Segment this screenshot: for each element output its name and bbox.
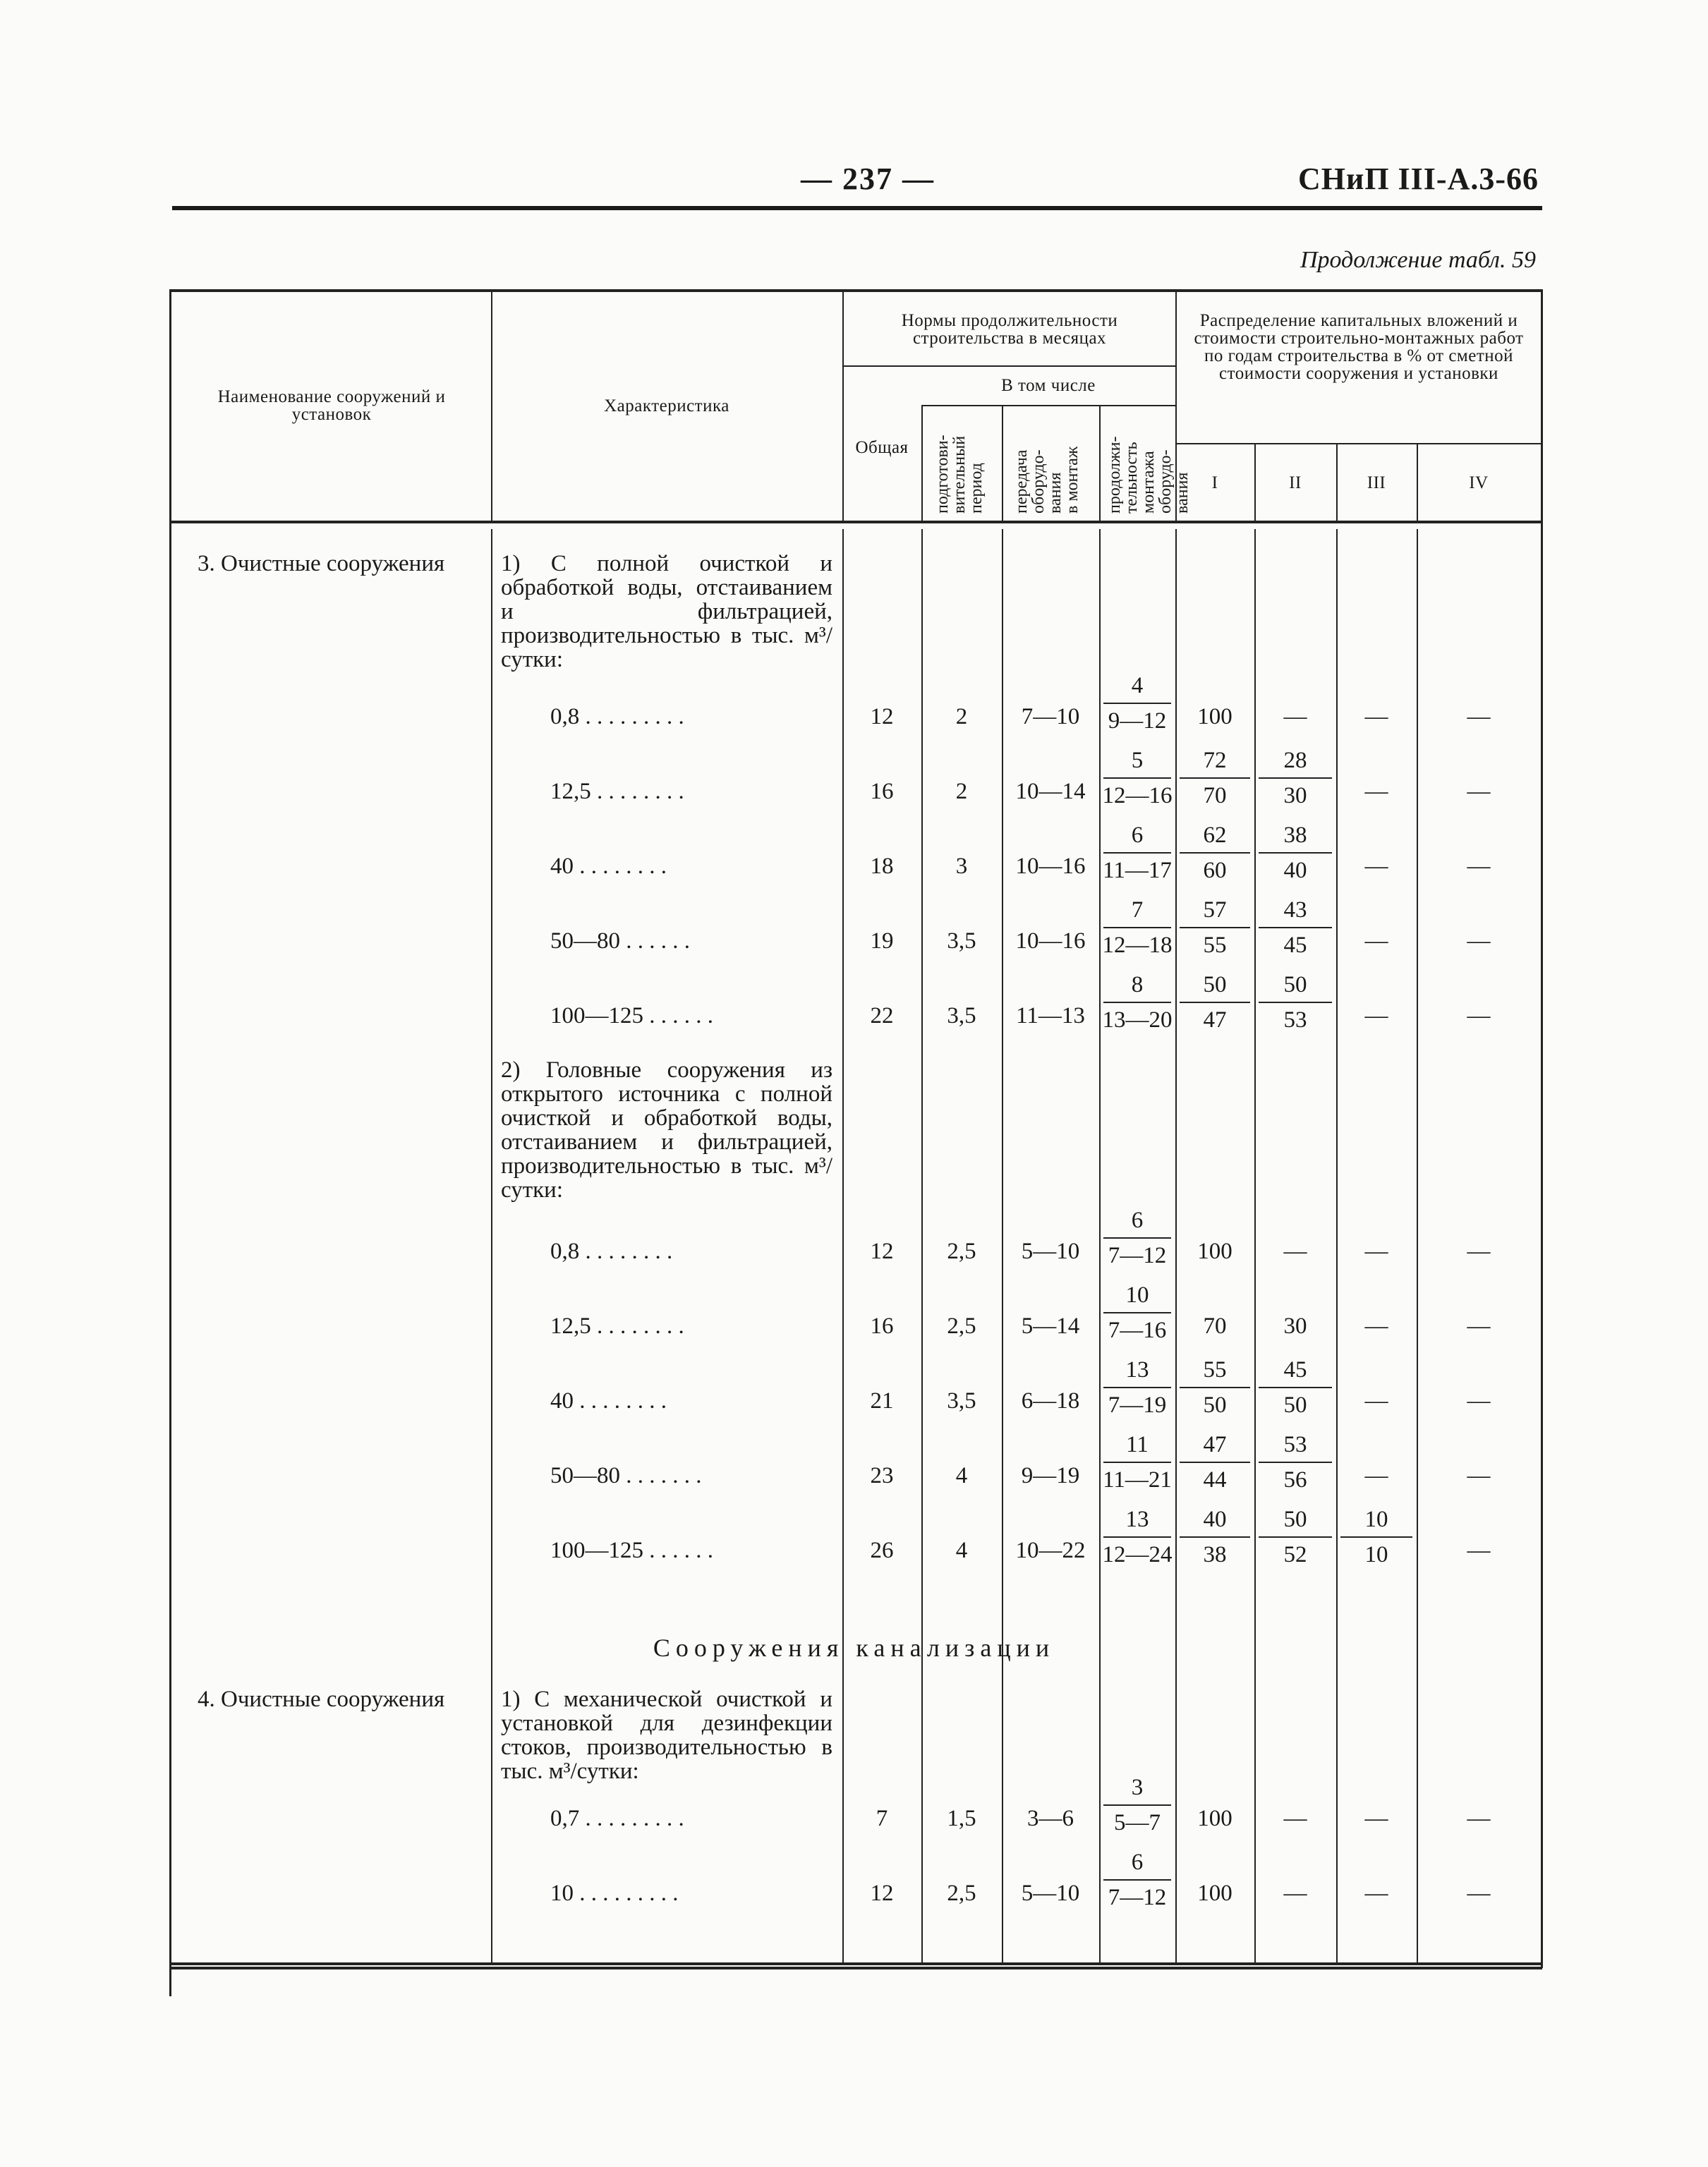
s3-g1-row-5-prep: 3,5 — [947, 1003, 976, 1028]
header-bottom-rule — [169, 521, 1542, 523]
column-divider — [491, 1679, 492, 1965]
s3-g1-row-1-total: 12 — [870, 704, 894, 729]
s3-g2-row-1-mounting-denominator: 7—12 — [1108, 1243, 1167, 1268]
s4-g1-row-1-mounting-numerator: 3 — [1131, 1775, 1144, 1800]
s3-g2-row-5-year-III-numerator: 10 — [1364, 1507, 1388, 1532]
s3-g1-row-5-year-III: — — [1364, 1003, 1388, 1028]
s3-g1-row-2-year-I-bar — [1180, 777, 1250, 779]
s3-g1-row-5-mounting-bar — [1103, 1002, 1171, 1003]
s3-g1-row-4-transfer: 10—16 — [1015, 928, 1086, 954]
document-code: СНиП III-А.3-66 — [1297, 162, 1539, 196]
s3-g1-row-2-year-II-bar — [1259, 777, 1332, 779]
s3-g2-row-1-prep: 2,5 — [947, 1239, 976, 1264]
s3-g1-row-2-year-I-denominator: 70 — [1203, 783, 1227, 808]
norms-table-section-4 — [169, 1679, 1542, 1996]
s3-g2-row-4-prep: 4 — [955, 1463, 968, 1488]
s4-g1-row-2-prep: 2,5 — [947, 1881, 976, 1906]
s3-g2-row-3-year-II-denominator: 50 — [1283, 1392, 1307, 1418]
s3-g2-row-2-year-IV: — — [1467, 1313, 1491, 1339]
s3-g1-row-4-mounting — [1099, 896, 1175, 959]
s4-g1-row-1-total: 7 — [876, 1806, 888, 1831]
s3-g1-row-1-mounting-denominator: 9—12 — [1108, 708, 1167, 734]
s3-g2-row-2-capacity: 12,5 . . . . . . . . — [550, 1313, 684, 1339]
s4-g1-row-2-transfer: 5—10 — [1021, 1881, 1080, 1906]
s3-g2-row-1-capacity: 0,8 . . . . . . . . — [550, 1239, 673, 1264]
s4-g1-row-1-transfer: 3—6 — [1027, 1806, 1074, 1831]
s3-g1-row-5-capacity: 100—125 . . . . . . — [550, 1003, 713, 1028]
s3-g2-row-1-year-I: 100 — [1197, 1239, 1232, 1264]
s3-g1-row-1-year-IV: — — [1467, 704, 1491, 729]
header-line: в монтаж — [1063, 446, 1082, 514]
s3-g1-row-3-year-IV: — — [1467, 854, 1491, 879]
s3-g1-row-4-year-III: — — [1364, 928, 1388, 954]
s3-g2-row-3-capacity: 40 . . . . . . . . — [550, 1388, 667, 1414]
s3-g2-row-4-year-I-denominator: 44 — [1203, 1467, 1227, 1493]
table-right-border — [1541, 1679, 1543, 1968]
s3-g1-row-4-mounting-numerator: 7 — [1131, 897, 1144, 923]
s3-g1-row-4-prep: 3,5 — [947, 928, 976, 954]
s3-g2-row-5-mounting-denominator: 12—24 — [1102, 1542, 1173, 1567]
s3-g2-row-4-year-I — [1175, 1431, 1254, 1494]
s3-g1-row-3-mounting — [1099, 821, 1175, 885]
s3-g2-row-3-year-I-denominator: 50 — [1203, 1392, 1227, 1418]
col-header-equipment-transfer — [1013, 447, 1081, 514]
col-header-name: Наименование сооружений и установок — [217, 387, 446, 424]
s3-g2-row-5-mounting — [1099, 1505, 1175, 1569]
header-line: подготови- — [933, 435, 952, 514]
s3-g2-row-4-year-III: — — [1364, 1463, 1388, 1488]
s3-g1-row-3-year-II-denominator: 40 — [1283, 858, 1307, 883]
s3-g1-row-4-mounting-denominator: 12—18 — [1102, 933, 1173, 958]
s3-g1-row-5-year-I-numerator: 50 — [1203, 972, 1227, 997]
s4-g1-row-1-year-III: — — [1364, 1806, 1388, 1831]
s3-g1-row-4-year-IV: — — [1467, 928, 1491, 954]
s3-g2-row-3-year-I — [1175, 1356, 1254, 1419]
s3-g1-row-2-year-IV: — — [1467, 779, 1491, 804]
s3-g1-row-2-mounting-denominator: 12—16 — [1102, 783, 1173, 808]
s3-g1-row-2-mounting-bar — [1103, 777, 1171, 779]
s3-g1-row-4-mounting-bar — [1103, 927, 1171, 928]
s3-g1-row-1-year-III: — — [1364, 704, 1388, 729]
s3-g1-row-3-year-II-numerator: 38 — [1283, 823, 1307, 848]
s3-g1-row-3-transfer: 10—16 — [1015, 854, 1086, 879]
s3-g1-row-1-transfer: 7—10 — [1021, 704, 1080, 729]
s3-g2-row-4-mounting-bar — [1103, 1462, 1171, 1463]
col-header-year-4: IV — [1469, 473, 1489, 492]
s3-g1-row-5-mounting-numerator: 8 — [1131, 972, 1144, 997]
s3-g2-row-2-mounting — [1099, 1281, 1175, 1344]
col-header-year-2: II — [1289, 473, 1302, 492]
s3-g1-row-5-year-II — [1254, 971, 1336, 1034]
s3-g1-row-4-year-I-bar — [1180, 927, 1250, 928]
s3-g2-row-5-year-III — [1336, 1505, 1417, 1569]
s3-g2-row-4-capacity: 50—80 . . . . . . . — [550, 1463, 702, 1488]
s3-g1-row-2-mounting — [1099, 746, 1175, 810]
s3-g1-row-1-year-I: 100 — [1197, 704, 1232, 729]
table-top-rule — [169, 289, 1542, 292]
header-line: вания — [1173, 472, 1192, 514]
s3-g2-row-5-year-I-numerator: 40 — [1203, 1507, 1227, 1532]
s3-g2-row-1-year-III: — — [1364, 1239, 1388, 1264]
s3-g1-row-5-year-IV: — — [1467, 1003, 1491, 1028]
s3-g1-row-5-year-I-denominator: 47 — [1203, 1007, 1227, 1033]
s4-g1-row-1-capacity: 0,7 . . . . . . . . . — [550, 1806, 684, 1831]
s3-g2-row-5-year-II — [1254, 1505, 1336, 1569]
s3-g2-row-3-prep: 3,5 — [947, 1388, 976, 1414]
s3-g2-row-2-mounting-numerator: 10 — [1125, 1282, 1149, 1308]
s3-g1-row-1-year-II: — — [1283, 704, 1307, 729]
s3-g2-row-2-transfer: 5—14 — [1021, 1313, 1080, 1339]
s3-g2-row-5-year-I — [1175, 1505, 1254, 1569]
s3-g2-row-3-mounting — [1099, 1356, 1175, 1419]
s4-g1-row-2-mounting-bar — [1103, 1879, 1171, 1881]
s3-g2-row-4-year-II-denominator: 56 — [1283, 1467, 1307, 1493]
s3-g1-row-2-capacity: 12,5 . . . . . . . . — [550, 779, 684, 804]
s3-g1-row-5-total: 22 — [870, 1003, 894, 1028]
s3-g2-row-4-mounting — [1099, 1431, 1175, 1494]
col-header-year-1: I — [1211, 473, 1218, 492]
s4-g1-row-1-mounting-bar — [1103, 1804, 1171, 1806]
s4-g1-row-2-capacity: 10 . . . . . . . . . — [550, 1881, 679, 1906]
s3-g1-row-4-year-I-denominator: 55 — [1203, 933, 1227, 958]
s3-g2-row-1-mounting-numerator: 6 — [1131, 1208, 1144, 1233]
s3-g2-row-4-transfer: 9—19 — [1021, 1463, 1080, 1488]
s4-g1-row-2-year-II: — — [1283, 1881, 1307, 1906]
s3-g2-row-3-transfer: 6—18 — [1021, 1388, 1080, 1414]
s3-g2-row-2-total: 16 — [870, 1313, 894, 1339]
s4-g1-row-2-year-I: 100 — [1197, 1881, 1232, 1906]
s3-g2-row-5-year-I-bar — [1180, 1536, 1250, 1538]
col-header-characteristic: Характеристика — [604, 396, 729, 415]
s3-g2-row-5-mounting-numerator: 13 — [1125, 1507, 1149, 1532]
s4-g1-row-1-year-II: — — [1283, 1806, 1307, 1831]
col-header-mounting-duration — [1106, 437, 1191, 514]
s3-g2-row-4-year-IV: — — [1467, 1463, 1491, 1488]
s3-g2-row-5-year-I-denominator: 38 — [1203, 1542, 1227, 1567]
s3-g1-row-2-year-II-numerator: 28 — [1283, 748, 1307, 773]
s3-g2-row-3-year-I-numerator: 55 — [1203, 1357, 1227, 1383]
s3-g2-row-1-total: 12 — [870, 1239, 894, 1264]
s3-g1-row-3-year-I-numerator: 62 — [1203, 823, 1227, 848]
s3-g2-row-1-mounting-bar — [1103, 1237, 1171, 1239]
s3-g2-row-3-mounting-numerator: 13 — [1125, 1357, 1149, 1383]
s3-g2-row-3-year-II-bar — [1259, 1387, 1332, 1388]
header-line: монтажа — [1139, 451, 1158, 514]
header-line: оборудо- — [1156, 449, 1175, 514]
header-divider — [1002, 405, 1003, 521]
s3-g2-row-5-transfer: 10—22 — [1015, 1538, 1086, 1563]
s3-g2-row-5-year-III-denominator: 10 — [1364, 1542, 1388, 1567]
characteristic-3-1: 1) С полной очисткой и обработкой воды, отстаиванием и фильтрацией, производительностью в тыс. м³/сутки: — [501, 551, 832, 672]
s3-g2-row-3-year-IV: — — [1467, 1388, 1491, 1414]
s3-g1-row-2-prep: 2 — [955, 779, 968, 804]
header-line: вания — [1046, 472, 1065, 514]
s3-g1-row-2-total: 16 — [870, 779, 894, 804]
s3-g2-row-3-mounting-denominator: 7—19 — [1108, 1392, 1167, 1418]
s4-g1-row-1-prep: 1,5 — [947, 1806, 976, 1831]
s3-g1-row-4-year-II-numerator: 43 — [1283, 897, 1307, 923]
s3-g2-row-3-year-II-numerator: 45 — [1283, 1357, 1307, 1383]
s3-g2-row-5-mounting-bar — [1103, 1536, 1171, 1538]
s3-g2-row-5-prep: 4 — [955, 1538, 968, 1563]
s3-g2-row-2-year-II: 30 — [1283, 1313, 1307, 1339]
col-header-including: В том числе — [1001, 376, 1096, 395]
header-line: период — [967, 463, 986, 514]
col-header-prep-period — [934, 435, 985, 514]
s3-g1-row-3-year-I — [1175, 821, 1254, 885]
header-divider — [842, 289, 844, 521]
s3-g2-row-1-transfer: 5—10 — [1021, 1239, 1080, 1264]
s3-g1-row-3-total: 18 — [870, 854, 894, 879]
s3-g2-row-5-capacity: 100—125 . . . . . . — [550, 1538, 713, 1563]
col-header-total: Общая — [855, 438, 909, 457]
s3-g2-row-4-year-II-numerator: 53 — [1283, 1432, 1307, 1457]
s4-g1-row-1-mounting-denominator: 5—7 — [1114, 1810, 1161, 1835]
header-rule — [1175, 443, 1542, 444]
s3-g2-row-5-year-IV: — — [1467, 1538, 1491, 1563]
s3-g1-row-2-year-III: — — [1364, 779, 1388, 804]
s4-g1-row-1-year-IV: — — [1467, 1806, 1491, 1831]
s3-g2-row-3-year-III: — — [1364, 1388, 1388, 1414]
s3-g1-row-3-year-I-denominator: 60 — [1203, 858, 1227, 883]
s3-g1-row-3-year-II-bar — [1259, 852, 1332, 854]
s3-g2-row-4-mounting-numerator: 11 — [1126, 1432, 1149, 1457]
header-divider — [1099, 405, 1101, 521]
s4-g1-row-2-year-III: — — [1364, 1881, 1388, 1906]
s3-g1-row-3-capacity: 40 . . . . . . . . — [550, 854, 667, 879]
s3-g1-row-2-transfer: 10—14 — [1015, 779, 1086, 804]
s3-g2-row-5-year-III-bar — [1340, 1536, 1412, 1538]
header-line: тельность — [1122, 442, 1141, 514]
structure-name-4: 4. Очистные сооружения — [198, 1687, 445, 1712]
section-title: Сооружения канализации — [653, 1634, 1055, 1662]
s3-g2-row-3-year-II — [1254, 1356, 1336, 1419]
s3-g1-row-3-year-II — [1254, 821, 1336, 885]
table-left-border — [169, 1679, 171, 1996]
header-line: продолжи- — [1106, 436, 1124, 514]
s3-g2-row-5-year-II-denominator: 52 — [1283, 1542, 1307, 1567]
table-bottom-rule — [169, 1967, 1542, 1969]
characteristic-3-2: 2) Головные сооружения из открытого источника с полной очисткой и обработкой воды, отстаиванием и фильтрацией, производительностью в тыс. м³/сутки: — [501, 1057, 832, 1203]
s3-g1-row-2-mounting-numerator: 5 — [1131, 748, 1144, 773]
s3-g1-row-5-mounting — [1099, 971, 1175, 1034]
header-divider — [921, 405, 923, 521]
s3-g2-row-2-year-I: 70 — [1203, 1313, 1227, 1339]
s3-g2-row-1-year-IV: — — [1467, 1239, 1491, 1264]
s4-g1-row-2-year-IV: — — [1467, 1881, 1491, 1906]
s3-g2-row-2-mounting-denominator: 7—16 — [1108, 1318, 1167, 1343]
s3-g1-row-4-year-I-numerator: 57 — [1203, 897, 1227, 923]
s3-g1-row-5-year-I-bar — [1180, 1002, 1250, 1003]
s3-g1-row-2-year-II — [1254, 746, 1336, 810]
s4-g1-row-1-mounting — [1099, 1773, 1175, 1837]
s3-g1-row-3-year-I-bar — [1180, 852, 1250, 854]
s3-g2-row-3-year-I-bar — [1180, 1387, 1250, 1388]
s3-g2-row-1-year-II: — — [1283, 1239, 1307, 1264]
col-header-norms: Нормы продолжительности строительства в месяцах — [901, 311, 1118, 348]
s3-g1-row-4-capacity: 50—80 . . . . . . — [550, 928, 690, 954]
s4-g1-row-2-mounting — [1099, 1848, 1175, 1912]
s3-g1-row-5-year-II-numerator: 50 — [1283, 972, 1307, 997]
s3-g1-row-3-year-III: — — [1364, 854, 1388, 879]
s3-g2-row-4-year-I-numerator: 47 — [1203, 1432, 1227, 1457]
s3-g2-row-4-mounting-denominator: 11—21 — [1103, 1467, 1172, 1493]
s3-g1-row-1-mounting-bar — [1103, 703, 1171, 704]
s3-g1-row-3-mounting-bar — [1103, 852, 1171, 854]
s3-g1-row-5-year-II-bar — [1259, 1002, 1332, 1003]
col-header-distribution: Распределение капитальных вложений и стоимости строительно-монтажных работ по годам строительства в % от сметной стоимости сооружения и установки — [1194, 311, 1524, 383]
s3-g2-row-2-year-III: — — [1364, 1313, 1388, 1339]
s3-g1-row-1-mounting-numerator: 4 — [1131, 673, 1144, 698]
s3-g2-row-2-prep: 2,5 — [947, 1313, 976, 1339]
s3-g2-row-5-total: 26 — [870, 1538, 894, 1563]
s3-g1-row-1-mounting — [1099, 672, 1175, 735]
s3-g2-row-4-total: 23 — [870, 1463, 894, 1488]
s3-g1-row-4-year-II-denominator: 45 — [1283, 933, 1307, 958]
page-number: — 237 — — [801, 162, 935, 196]
s3-g1-row-4-total: 19 — [870, 928, 894, 954]
s3-g2-row-3-mounting-bar — [1103, 1387, 1171, 1388]
s3-g1-row-3-prep: 3 — [955, 854, 968, 879]
s3-g1-row-2-year-I — [1175, 746, 1254, 810]
header-divider — [491, 289, 492, 521]
s3-g2-row-3-total: 21 — [870, 1388, 894, 1414]
s3-g1-row-1-capacity: 0,8 . . . . . . . . . — [550, 704, 684, 729]
s4-g1-row-2-total: 12 — [870, 1881, 894, 1906]
s3-g1-row-5-transfer: 11—13 — [1016, 1003, 1085, 1028]
s4-g1-row-1-year-I: 100 — [1197, 1806, 1232, 1831]
s3-g1-row-5-mounting-denominator: 13—20 — [1102, 1007, 1173, 1033]
s3-g2-row-5-year-II-bar — [1259, 1536, 1332, 1538]
header-rule — [172, 206, 1542, 210]
s3-g1-row-2-year-II-denominator: 30 — [1283, 783, 1307, 808]
s3-g1-row-2-year-I-numerator: 72 — [1203, 748, 1227, 773]
col-header-year-3: III — [1367, 473, 1386, 492]
s3-g1-row-1-prep: 2 — [955, 704, 968, 729]
s3-g2-row-4-year-II — [1254, 1431, 1336, 1494]
s3-g2-row-4-year-I-bar — [1180, 1462, 1250, 1463]
header-rule — [921, 405, 1175, 406]
header-rule — [842, 365, 1175, 367]
continuation-note: Продолжение табл. 59 — [1300, 247, 1536, 273]
s3-g1-row-4-year-I — [1175, 896, 1254, 959]
s3-g1-row-5-year-II-denominator: 53 — [1283, 1007, 1307, 1033]
s3-g1-row-4-year-II — [1254, 896, 1336, 959]
s3-g2-row-5-year-II-numerator: 50 — [1283, 1507, 1307, 1532]
s4-g1-row-2-mounting-numerator: 6 — [1131, 1850, 1144, 1875]
s3-g1-row-3-mounting-numerator: 6 — [1131, 823, 1144, 848]
s3-g2-row-4-year-II-bar — [1259, 1462, 1332, 1463]
s3-g2-row-1-mounting — [1099, 1206, 1175, 1270]
s3-g1-row-3-mounting-denominator: 11—17 — [1103, 858, 1172, 883]
header-line: вительный — [950, 435, 969, 514]
header-line: оборудо- — [1029, 449, 1048, 514]
characteristic-4-1: 1) С механической очисткой и установкой для дезинфекции стоков, производительностью в тыс. м³/сутки: — [501, 1687, 832, 1784]
s3-g1-row-5-year-I — [1175, 971, 1254, 1034]
s3-g1-row-4-year-II-bar — [1259, 927, 1332, 928]
header-line: передача — [1012, 449, 1031, 514]
s3-g2-row-2-mounting-bar — [1103, 1312, 1171, 1313]
s4-g1-row-2-mounting-denominator: 7—12 — [1108, 1885, 1167, 1910]
structure-name-3: 3. Очистные сооружения — [198, 551, 445, 576]
